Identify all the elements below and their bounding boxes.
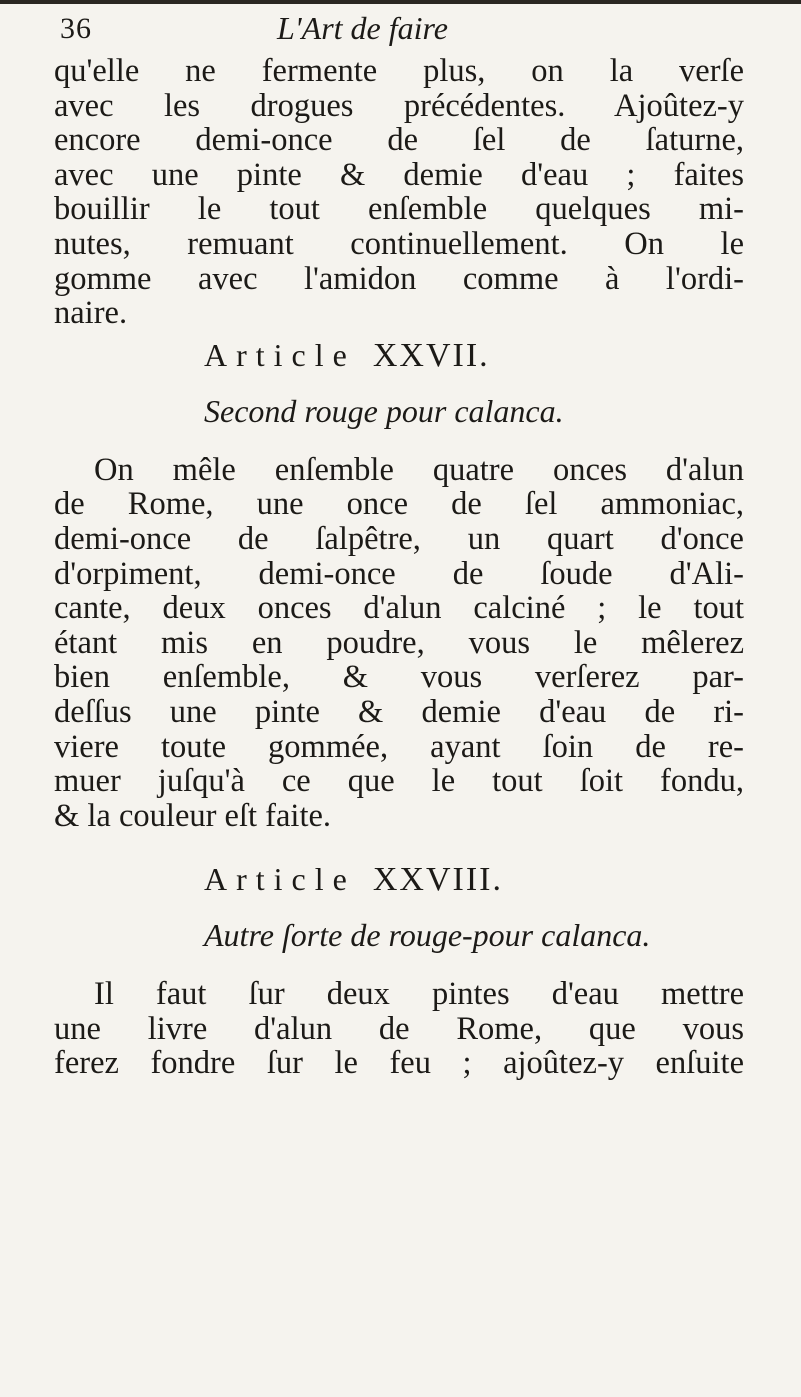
text-line: bien enſemble, & vous verſerez par- xyxy=(54,659,744,696)
text-line: avec une pinte & demie d'eau ; faites xyxy=(54,156,744,193)
article-word: Article xyxy=(204,861,356,898)
page-header xyxy=(60,4,760,54)
text-line: qu'elle ne fermente plus, on la verſe xyxy=(54,53,744,89)
text-line: naire. xyxy=(54,295,128,332)
page-number: 36 xyxy=(60,12,92,45)
text-line: de Rome, une once de ſel ammoniac, xyxy=(54,486,744,523)
text-line: & la couleur eſt faite. xyxy=(54,797,332,834)
paragraph-3 xyxy=(54,977,744,1081)
running-title: L'Art de faire xyxy=(277,10,448,46)
text-line: bouillir le tout enſemble quelques mi- xyxy=(54,191,744,228)
text-line: nutes, remuant continuellement. On le xyxy=(54,225,744,262)
article-heading-28 xyxy=(54,855,744,903)
text-line: encore demi-once de ſel de ſaturne, xyxy=(54,122,744,159)
text-line: On mêle enſemble quatre onces d'alun xyxy=(94,451,744,488)
article-number: XXVIII. xyxy=(372,861,503,899)
text-line: ferez fondre ſur le feu ; ajoûtez-y enſuite xyxy=(54,1045,744,1082)
article-number: XXVII. xyxy=(372,336,490,374)
article-subheading-28: Autre ſorte de rouge-pour calanca. xyxy=(204,917,651,954)
text-line: Il faut ſur deux pintes d'eau mettre xyxy=(94,976,744,1013)
article-subheading-27: Second rouge pour calanca. xyxy=(204,392,564,429)
text-line: avec les drogues précédentes. Ajoûtez-y xyxy=(54,87,744,124)
text-line: d'orpiment, demi-once de ſoude d'Ali- xyxy=(54,555,744,592)
text-line: muer juſqu'à ce que le tout ſoit fondu, xyxy=(54,763,744,800)
text-line: étant mis en poudre, vous le mêlerez xyxy=(54,624,744,661)
text-line: deſſus une pinte & demie d'eau de ri- xyxy=(54,693,744,730)
text-line: une livre d'alun de Rome, que vous xyxy=(54,1010,744,1047)
text-line: viere toute gommée, ayant ſoin de re- xyxy=(54,728,744,765)
paragraph-1 xyxy=(54,54,744,331)
text-line: cante, deux onces d'alun calciné ; le tout xyxy=(54,590,744,627)
paragraph-2 xyxy=(54,453,744,834)
text-line: gomme avec l'amidon comme à l'ordi- xyxy=(54,260,744,297)
article-heading-27 xyxy=(54,331,744,379)
text-line: demi-once de ſalpêtre, un quart d'once xyxy=(54,520,744,557)
article-word: Article xyxy=(204,336,356,373)
body-text xyxy=(54,54,744,1081)
